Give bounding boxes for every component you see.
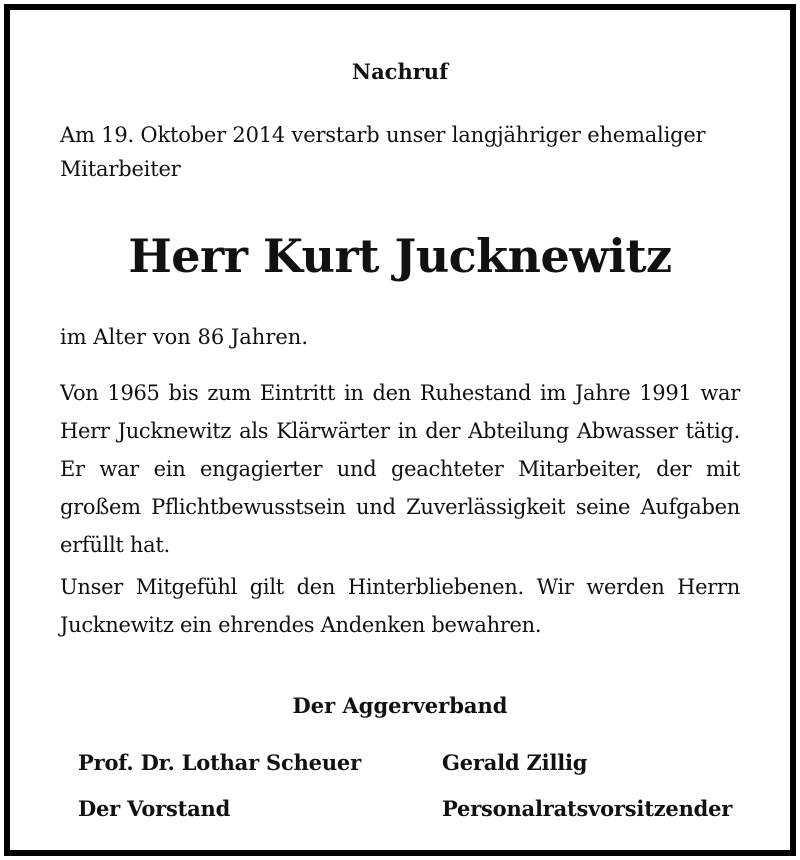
deceased-name: Herr Kurt Jucknewitz xyxy=(128,229,672,283)
signature-block-right xyxy=(442,740,732,832)
signatory-name-left: Prof. Dr. Lothar Scheuer xyxy=(78,750,361,775)
signatory-title-left: Der Vorstand xyxy=(78,796,231,821)
age-text: im Alter von 86 Jahren. xyxy=(60,325,309,349)
signature-block-left xyxy=(78,740,361,832)
notice-content xyxy=(60,10,740,850)
biography-text: Von 1965 bis zum Eintritt in den Ruhestand im Jahre 1991 war Herr Jucknewitz als Klärwärter in der Abteilung Abwasser tätig. Er war ein engagierter und geachteter Mitarbeiter, der mit großem Pflichtbewusstsein und Zuverlässigkeit seine Aufgaben erfüllt hat. xyxy=(60,381,740,557)
obituary-notice xyxy=(4,4,796,856)
organization-name: Der Aggerverband xyxy=(292,693,508,718)
signatory-title-right: Personalratsvorsitzender xyxy=(442,796,733,821)
notice-heading: Nachruf xyxy=(351,59,449,84)
intro-text: Am 19. Oktober 2014 verstarb unser langjähriger ehemaliger Mitarbeiter xyxy=(60,123,706,181)
signatory-name-right: Gerald Zillig xyxy=(442,750,588,775)
condolence-text: Unser Mitgefühl gilt den Hinterbliebenen. Wir werden Herrn Jucknewitz ein ehrendes Andenken bewahren. xyxy=(60,575,740,637)
